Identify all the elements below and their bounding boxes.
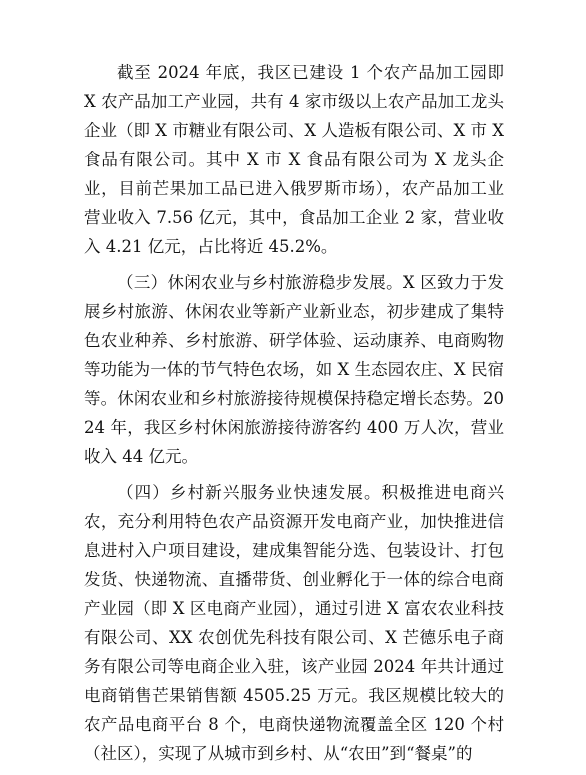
paragraph-leisure-agriculture-tourism: （三）休闲农业与乡村旅游稳步发展。X 区致力于发展乡村旅游、休闲农业等新产业新业态，初步建成了集特色农业种养、乡村旅游、研学体验、运动康养、电商购物等功能为一体的节气特色农场，如 X 生态园农庄、X 民宿等。休闲农业和乡村旅游接待规模保持稳定增长态势。2024 年，我区乡村休闲旅游接待游客约 400 万人次，营业收入 44 亿元。	[84, 273, 504, 466]
document-body	[84, 58, 504, 775]
paragraph-agro-processing: 截至 2024 年底，我区已建设 1 个农产品加工园即 X 农产品加工产业园，共有 4 家市级以上农产品加工龙头企业（即 X 市糖业有限公司、X 人造板有限公司、X 市 X 食品有限公司。其中 X 市 X 食品有限公司为 X 龙头企业，目前芒果加工品已进入俄罗斯市场），农产品加工业营业收入 7.56 亿元，其中，食品加工企业 2 家，营业收入 4.21 亿元，占比将近 45.2%。	[84, 63, 504, 256]
paragraph-rural-emerging-services: （四）乡村新兴服务业快速发展。积极推进电商兴农，充分利用特色农产品资源开发电商产业，加快推进信息进村入户项目建设，建成集智能分选、包装设计、打包发货、快递物流、直播带货、创业孵化于一体的综合电商产业园（即 X 区电商产业园），通过引进 X 富农农业科技有限公司、XX 农创优先科技有限公司、X 芒德乐电子商务有限公司等电商企业入驻，该产业园 2024 年共计通过电商销售芒果销售额 4505.25 万元。我区规模比较大的农产品电商平台 8 个，电商快递物流覆盖全区 120 个村（社区），实现了从城市到乡村、从“农田”到“餐桌”的	[84, 483, 504, 763]
